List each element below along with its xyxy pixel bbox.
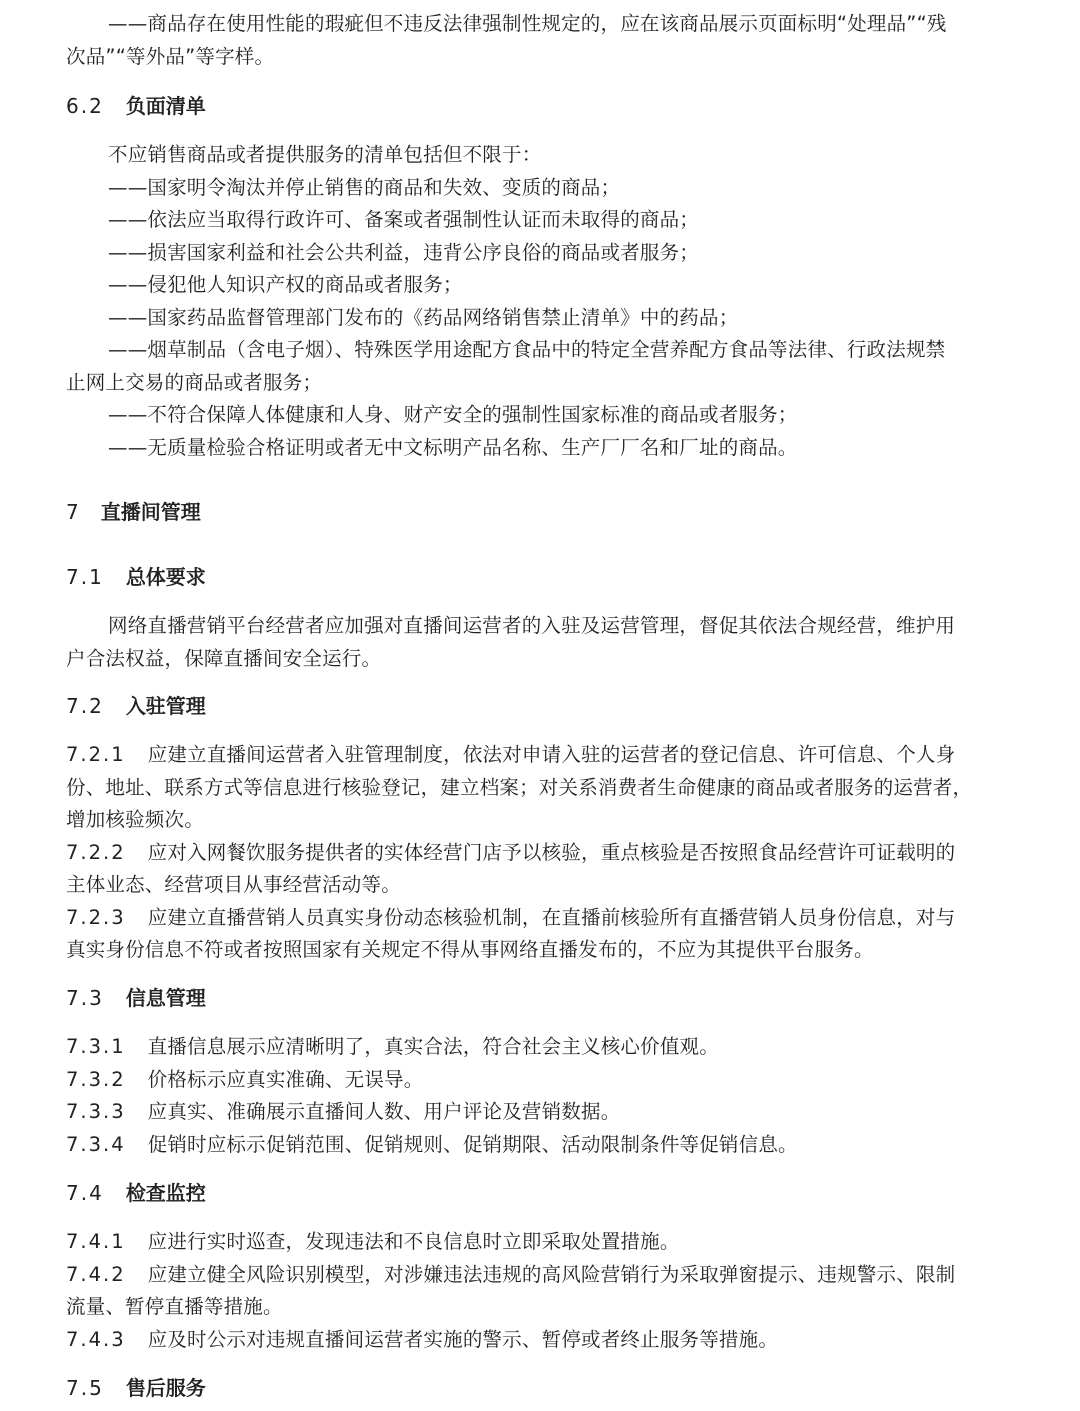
clause-continuation: 份、地址、联系方式等信息进行核验登记，建立档案；对关系消费者生命健康的商品或者服务的运营者， <box>66 776 973 799</box>
list-item: ——国家药品监督管理部门发布的《药品网络销售禁止清单》中的药品； <box>108 306 739 329</box>
section-heading-7-2 <box>66 690 206 723</box>
section-number: 7.3 <box>66 986 104 1010</box>
section-number: 7.1 <box>66 565 104 589</box>
clause-text: 价格标示应真实准确、无误导。 <box>147 1068 424 1091</box>
clause-7-4-1 <box>66 1226 680 1259</box>
clause-number: 7.4.3 <box>66 1328 126 1351</box>
list-item: ——烟草制品（含电子烟）、特殊医学用途配方食品中的特定全营养配方食品等法律、行政法规禁 <box>108 338 946 361</box>
clause-number: 7.3.2 <box>66 1068 126 1091</box>
section-title: 入驻管理 <box>125 694 206 718</box>
list-item-continuation: 止网上交易的商品或者服务； <box>66 371 323 394</box>
section-heading-7-1 <box>66 561 206 594</box>
clause-text: 应建立直播间运营者入驻管理制度，依法对申请入驻的运营者的登记信息、许可信息、个人身 <box>147 743 956 766</box>
clause-continuation: 流量、暂停直播等措施。 <box>66 1295 283 1318</box>
list-item: ——不符合保障人体健康和人身、财产安全的强制性国家标准的商品或者服务； <box>108 403 798 426</box>
clause-7-3-2 <box>66 1064 423 1097</box>
clause-continuation: 主体业态、经营项目从事经营活动等。 <box>66 873 401 896</box>
clause-number: 7.4.2 <box>66 1263 126 1286</box>
clause-continuation: 真实身份信息不符或者按照国家有关规定不得从事网络直播发布的，不应为其提供平台服务。 <box>66 938 874 961</box>
list-item: ——无质量检验合格证明或者无中文标明产品名称、生产厂厂名和厂址的商品。 <box>108 436 798 459</box>
section-title: 总体要求 <box>125 565 206 589</box>
section-title: 检查监控 <box>125 1181 206 1205</box>
clause-text: 应真实、准确展示直播间人数、用户评论及营销数据。 <box>147 1100 621 1123</box>
section-heading-6-2 <box>66 90 206 123</box>
list-item: ——商品存在使用性能的瑕疵但不违反法律强制性规定的，应在该商品展示页面标明“处理品”“残 <box>108 12 947 35</box>
clause-text: 促销时应标示促销范围、促销规则、促销期限、活动限制条件等促销信息。 <box>147 1133 798 1156</box>
clause-number: 7.3.3 <box>66 1100 126 1123</box>
section-number: 7 <box>66 500 81 524</box>
clause-7-2-3 <box>66 902 955 935</box>
clause-text: 应建立健全风险识别模型，对涉嫌违法违规的高风险营销行为采取弹窗提示、违规警示、限制 <box>147 1263 956 1286</box>
paragraph: 不应销售商品或者提供服务的清单包括但不限于： <box>108 143 542 166</box>
paragraph: 网络直播营销平台经营者应加强对直播间运营者的入驻及运营管理，督促其依法合规经营，维护用 <box>108 614 956 637</box>
section-heading-7-5 <box>66 1372 206 1405</box>
clause-7-2-2 <box>66 837 955 870</box>
section-number: 7.2 <box>66 694 104 718</box>
clause-7-3-4 <box>66 1129 798 1162</box>
section-heading-7-3 <box>66 982 206 1015</box>
clause-number: 7.2.3 <box>66 906 126 929</box>
clause-text: 应进行实时巡查，发现违法和不良信息时立即采取处置措施。 <box>147 1230 680 1253</box>
section-heading-7-4 <box>66 1177 206 1210</box>
clause-text: 应对入网餐饮服务提供者的实体经营门店予以核验，重点核验是否按照食品经营许可证载明的 <box>147 841 956 864</box>
chapter-heading-7 <box>66 496 201 529</box>
list-item-continuation: 次品”“等外品”等字样。 <box>66 45 275 68</box>
list-item: ——损害国家利益和社会公共利益，违背公序良俗的商品或者服务； <box>108 241 700 264</box>
clause-continuation: 增加核验频次。 <box>66 808 204 831</box>
clause-number: 7.2.2 <box>66 841 126 864</box>
section-title: 售后服务 <box>125 1376 206 1400</box>
list-item: ——侵犯他人知识产权的商品或者服务； <box>108 273 463 296</box>
clause-7-3-3 <box>66 1096 620 1129</box>
clause-7-2-1 <box>66 739 955 772</box>
clause-7-4-2 <box>66 1259 955 1292</box>
clause-text: 应建立直播营销人员真实身份动态核验机制，在直播前核验所有直播营销人员身份信息，对与 <box>147 906 956 929</box>
list-item: ——依法应当取得行政许可、备案或者强制性认证而未取得的商品； <box>108 208 700 231</box>
clause-number: 7.2.1 <box>66 743 126 766</box>
section-number: 7.4 <box>66 1181 104 1205</box>
section-number: 7.5 <box>66 1376 104 1400</box>
section-title: 信息管理 <box>125 986 206 1010</box>
clause-number: 7.3.1 <box>66 1035 126 1058</box>
section-number: 6.2 <box>66 94 104 118</box>
clause-text: 直播信息展示应清晰明了，真实合法，符合社会主义核心价值观。 <box>147 1035 719 1058</box>
clause-number: 7.3.4 <box>66 1133 126 1156</box>
section-title: 直播间管理 <box>100 500 201 524</box>
clause-7-4-3 <box>66 1324 778 1357</box>
list-item: ——国家明令淘汰并停止销售的商品和失效、变质的商品； <box>108 176 621 199</box>
clause-7-3-1 <box>66 1031 719 1064</box>
paragraph-continuation: 户合法权益，保障直播间安全运行。 <box>66 647 382 670</box>
section-title: 负面清单 <box>125 94 206 118</box>
clause-text: 应及时公示对违规直播间运营者实施的警示、暂停或者终止服务等措施。 <box>147 1328 779 1351</box>
clause-number: 7.4.1 <box>66 1230 126 1253</box>
